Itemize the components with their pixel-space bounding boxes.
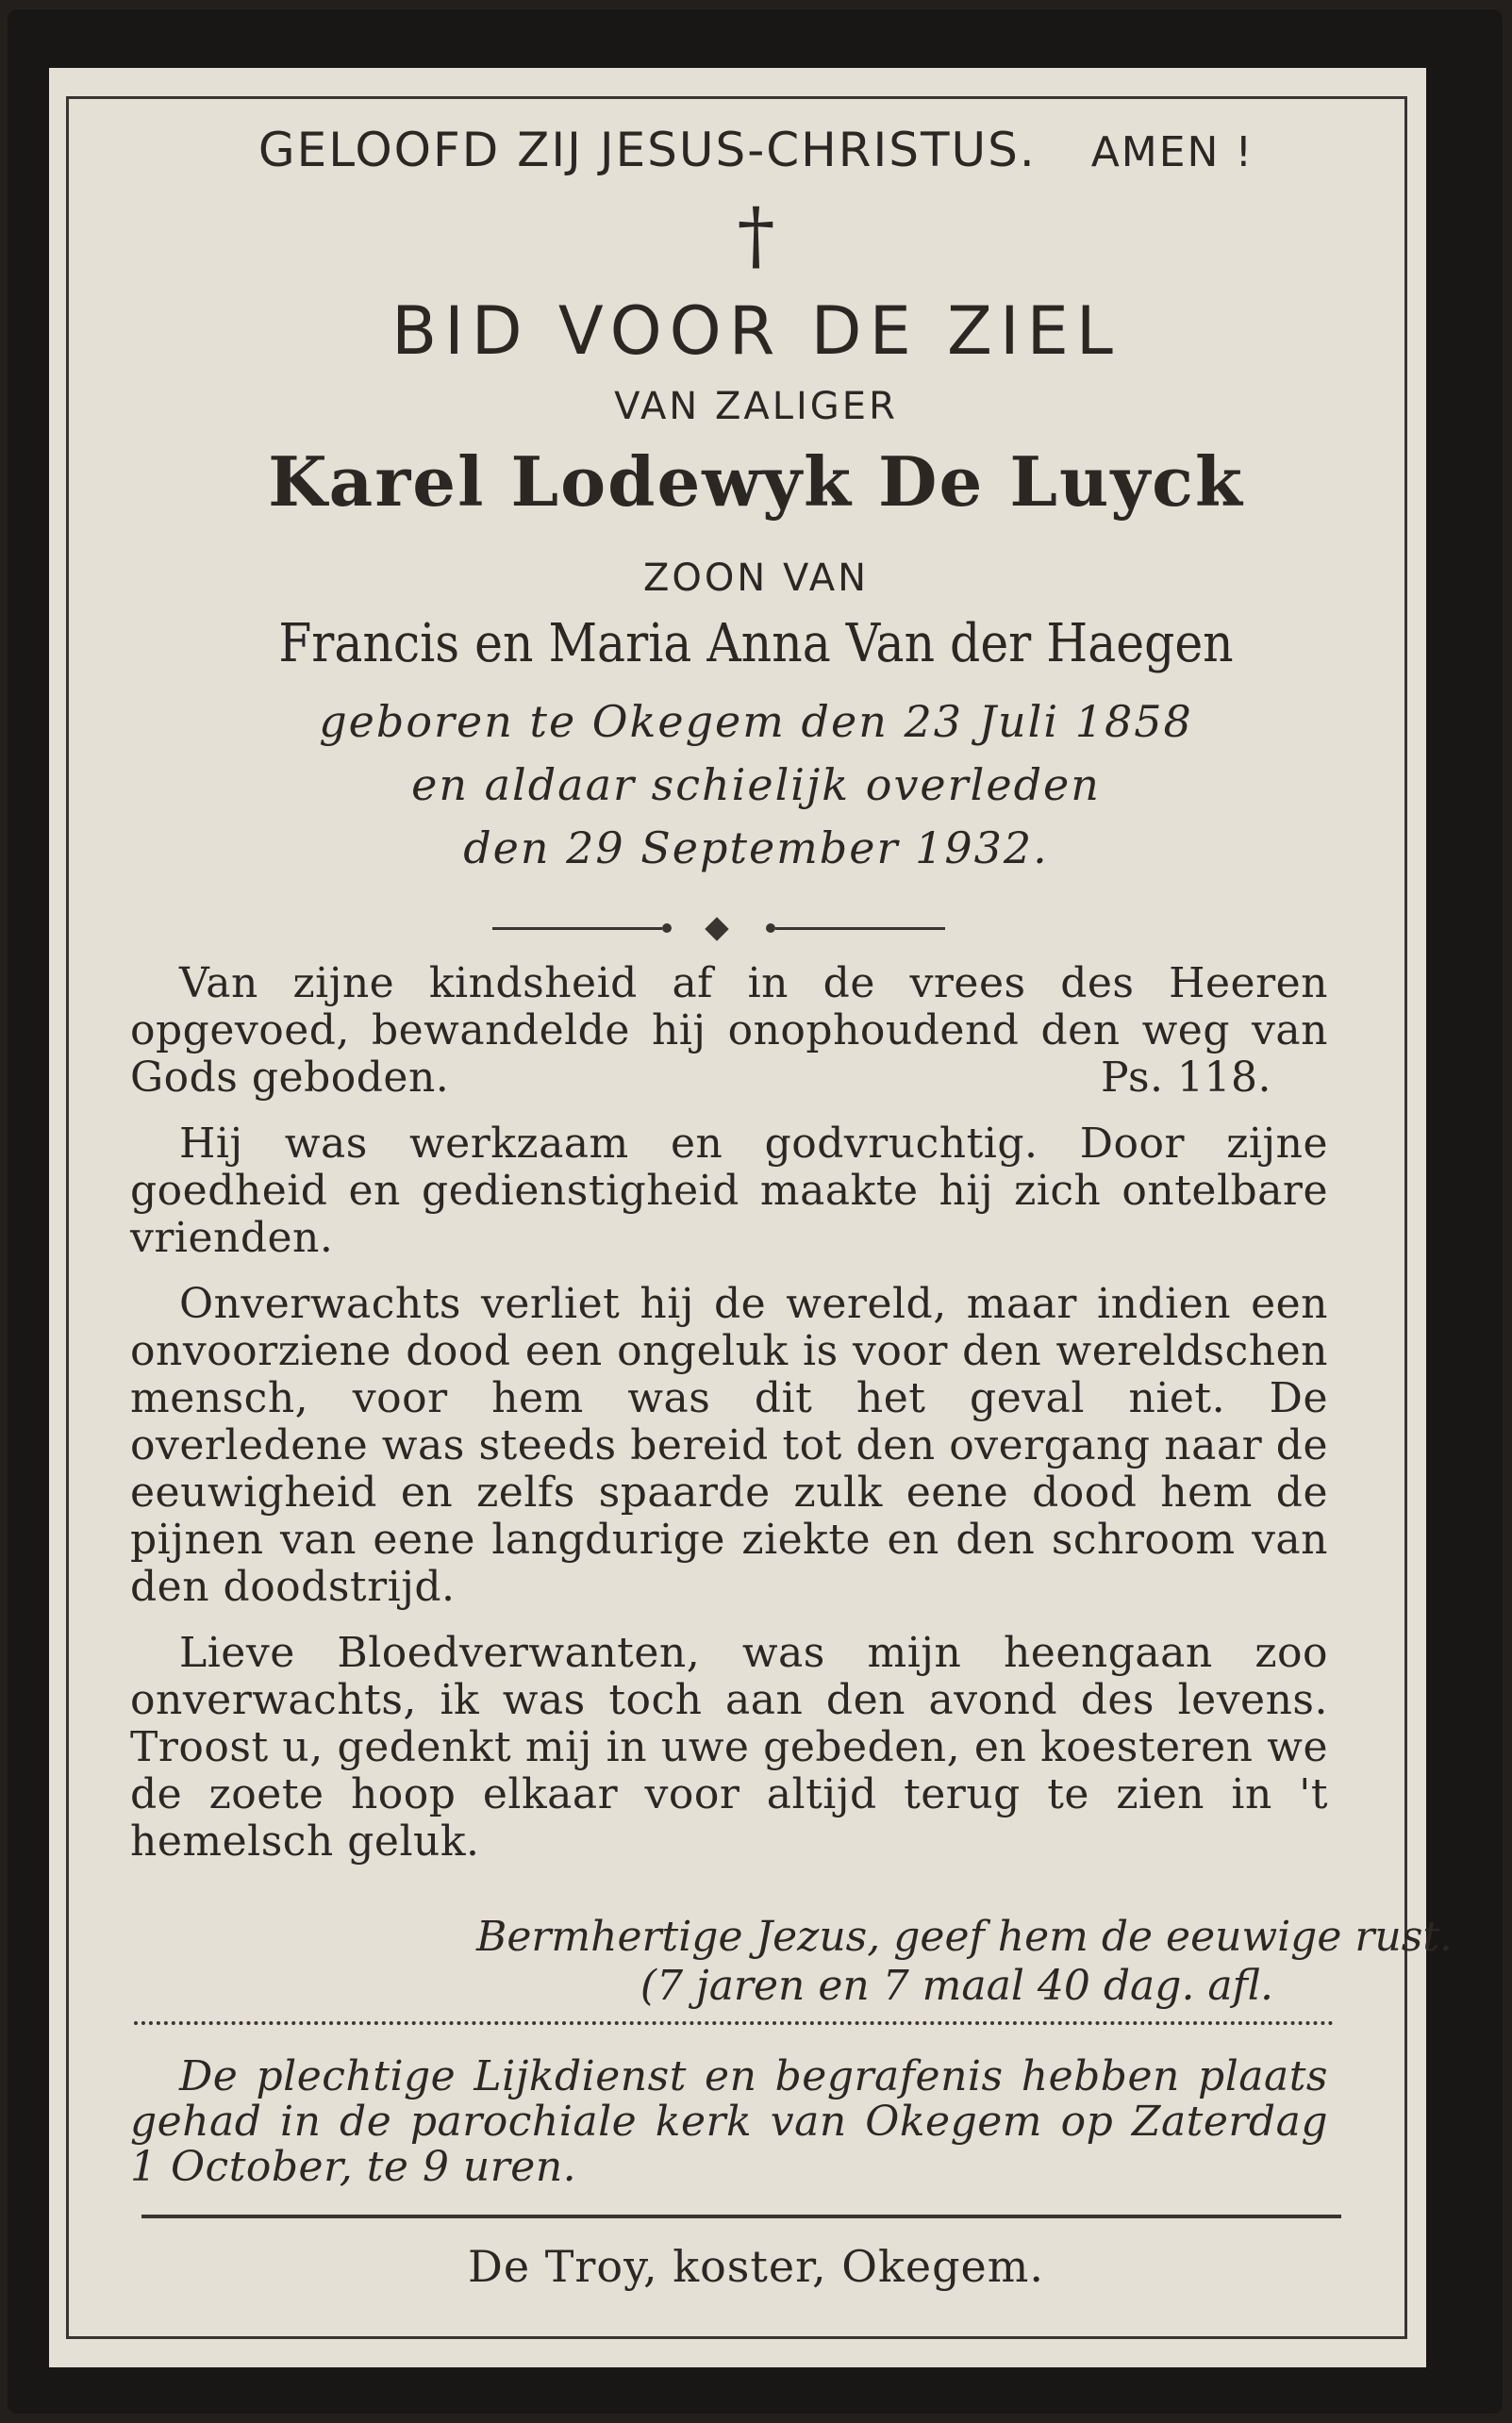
death-line-1: en aldaar schielijk overleden: [411, 759, 1101, 810]
indulgence-line: (7 jaren en 7 maal 40 dag. afl.: [640, 1962, 1273, 2010]
amen-text: AMEN !: [1090, 128, 1254, 176]
invocation-text: GELOOFD ZIJ JESUS-CHRISTUS.: [258, 123, 1037, 177]
paragraph-1: Van zijne kindsheid af in de vrees des Heeren opgevoed, bewandelde hij onophoudend den weg van Gods geboden. Ps. 118.: [130, 959, 1328, 1102]
death-line-2: den 29 September 1932.: [463, 822, 1049, 873]
funeral-text: De plechtige Lijkdienst en begrafenis hebben plaats gehad in de parochiale kerk van Okegem op Zaterdag 1 October, te 9 uren.: [130, 2052, 1328, 2191]
birth-line: geboren te Okegem den 23 Juli 1858: [319, 696, 1193, 747]
dotted-divider: [134, 2021, 1334, 2025]
psalm-reference: Ps. 118.: [1101, 1054, 1271, 1102]
body-text: [130, 960, 1328, 1866]
paragraph-2: Hij was werkzaam en godvruchtig. Door zijne goedheid en gedienstigheid maakte hij zich ontelbare vrienden.: [130, 1120, 1328, 1262]
solid-divider: [141, 2215, 1341, 2218]
van-zaliger: VAN ZALIGER: [614, 385, 898, 428]
parents-names: Francis en Maria Anna Van der Haegen: [278, 613, 1234, 674]
ornament-divider: [492, 920, 945, 938]
zoon-van: ZOON VAN: [642, 556, 870, 600]
cross-icon: †: [737, 191, 775, 279]
printer-line: De Troy, koster, Okegem.: [468, 2241, 1044, 2292]
header-line: [0, 123, 1512, 177]
paragraph-3: Onverwachts verliet hij de wereld, maar indien een onvoorziene dood een ongeluk is voor den wereldschen mensch, voor hem was dit het geval niet. De overledene was steeds bereid tot den overgang naar de eeuwigheid en zelfs spaarde zulk eene dood hem de pijnen van eene langdurige ziekte en den schroom van den doodstrijd.: [130, 1280, 1328, 1611]
paragraph-4: Lieve Bloedverwanten, was mijn heengaan zoo onverwachts, ik was toch aan den avond des levens. Troost u, gedenkt mij in uwe gebeden, en koesteren we de zoete hoop elkaar voor altijd terug te zien in 't hemelsch geluk.: [130, 1629, 1328, 1866]
pray-title: BID VOOR DE ZIEL: [391, 292, 1121, 370]
funeral-notice: [130, 2054, 1328, 2190]
prayer-line: Bermhertige Jezus, geef hem de eeuwige rust.: [476, 1913, 1453, 1961]
deceased-name: Karel Lodewyk De Luyck: [268, 441, 1244, 522]
